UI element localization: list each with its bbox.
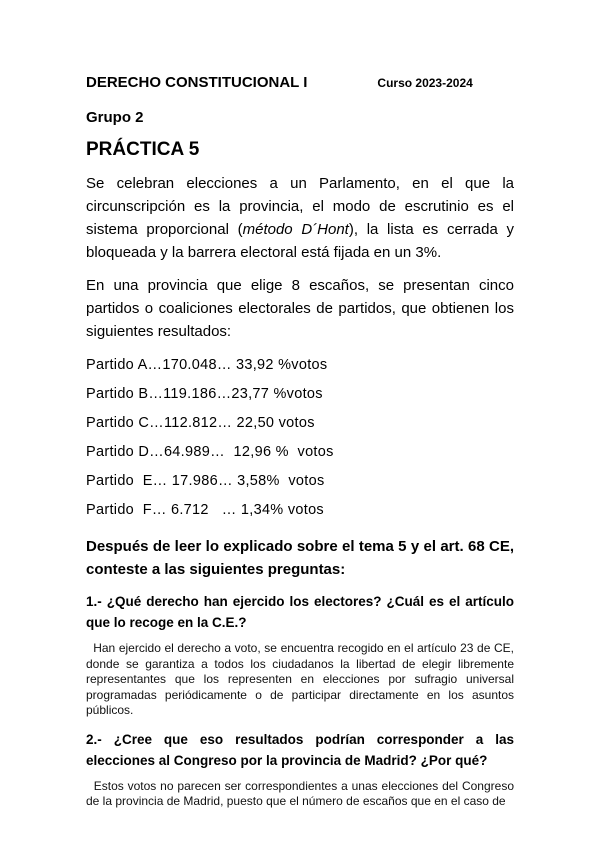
answer-2-text: Estos votos no parecen ser correspondientes a unas elecciones del Congreso de la provincia de Madrid, puesto que el número de escaños que en el caso de bbox=[86, 778, 515, 808]
result-party-f: Partido F… 6.712 … 1,34% votos bbox=[86, 502, 324, 518]
answer-1-text: Han ejercido el derecho a voto, se encuentra recogido en el artículo 23 de CE, donde se garantiza a todos los ciudadanos la libertad de elegir libremente representantes que los representen en elecciones por sufragio universal programadas periódicamente o de participar directamente en los asuntos públicos. bbox=[86, 641, 514, 717]
answer-1 bbox=[86, 641, 514, 719]
intro-method: método D´Hont bbox=[242, 221, 349, 238]
course-year: Curso 2023-2024 bbox=[377, 76, 473, 90]
result-party-c: Partido C…112.812… 22,50 votos bbox=[86, 415, 315, 431]
answer-2 bbox=[86, 779, 514, 810]
group-label: Grupo 2 bbox=[86, 109, 144, 126]
province-paragraph: En una provincia que elige 8 escaños, se presentan cinco partidos o coaliciones electorales de partidos, que obtienen los siguientes resultados: bbox=[86, 277, 514, 340]
question-2: 2.- ¿Cree que eso resultados podrían corresponder a las elecciones al Congreso por la provincia de Madrid? ¿Por qué? bbox=[86, 731, 514, 768]
result-party-e: Partido E… 17.986… 3,58% votos bbox=[86, 473, 325, 489]
results-list bbox=[86, 355, 514, 529]
result-party-a: Partido A…170.048… 33,92 %votos bbox=[86, 357, 328, 373]
result-party-d: Partido D…64.989… 12,96 % votos bbox=[86, 444, 334, 460]
intro-paragraph bbox=[86, 172, 514, 264]
result-party-b: Partido B…119.186…23,77 %votos bbox=[86, 386, 323, 402]
practice-title: PRÁCTICA 5 bbox=[86, 139, 200, 160]
course-title: DERECHO CONSTITUCIONAL I bbox=[86, 74, 308, 91]
document-header bbox=[86, 74, 514, 91]
question-1: 1.- ¿Qué derecho han ejercido los electores? ¿Cuál es el artículo que lo recoge en la C.E.? bbox=[86, 594, 514, 630]
instruction-text: Después de leer lo explicado sobre el tema 5 y el art. 68 CE, conteste a las siguientes preguntas: bbox=[86, 538, 514, 578]
intro-text-1: Se celebran elecciones a un Parlamento, en el que la circunscripción es la provincia, el modo de escrutinio es el sistema proporcional ( bbox=[86, 175, 514, 238]
intro-text-2: ), la lista es cerrada y bloqueada y la barrera electoral está fijada en un 3%. bbox=[86, 221, 514, 261]
